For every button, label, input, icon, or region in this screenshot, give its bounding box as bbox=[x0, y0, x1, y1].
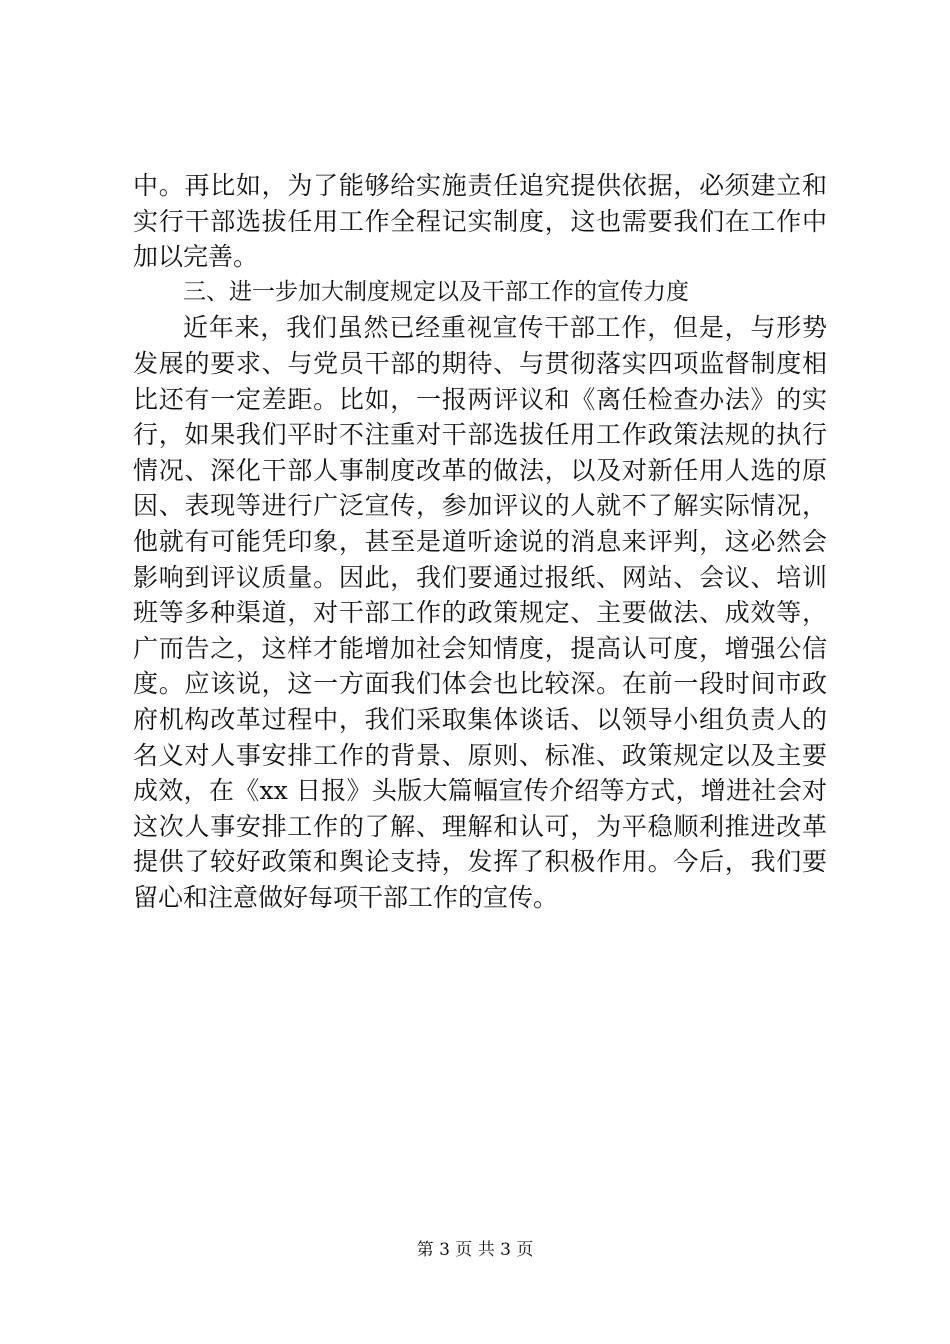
body-line: 发展的要求、与党员干部的期待、与贯彻落实四项监督制度相 bbox=[133, 348, 827, 378]
body-line: 情况、深化干部人事制度改革的做法，以及对新任用人选的原 bbox=[133, 455, 827, 485]
body-line: 班等多种渠道，对干部工作的政策规定、主要做法、成效等， bbox=[133, 598, 827, 628]
page-number-footer: 第 3 页 共 3 页 bbox=[416, 1240, 534, 1260]
body-line: 行，如果我们平时不注重对干部选拔任用工作政策法规的执行 bbox=[133, 420, 827, 450]
body-line: 比还有一定差距。比如，一报两评议和《离任检查办法》的实 bbox=[133, 384, 827, 414]
section-heading: 三、进一步加大制度规定以及干部工作的宣传力度 bbox=[183, 278, 689, 305]
body-line: 实行干部选拔任用工作全程记实制度，这也需要我们在工作中 bbox=[133, 206, 827, 236]
body-line: 提供了较好政策和舆论支持，发挥了积极作用。今后，我们要 bbox=[133, 847, 827, 877]
body-line: 成效，在《xx 日报》头版大篇幅宣传介绍等方式，增进社会对 bbox=[133, 776, 827, 806]
body-line: 他就有可能凭印象，甚至是道听途说的消息来评判，这必然会 bbox=[133, 526, 827, 556]
body-line: 近年来，我们虽然已经重视宣传干部工作，但是，与形势 bbox=[183, 313, 827, 343]
body-line: 因、表现等进行广泛宣传，参加评议的人就不了解实际情况， bbox=[133, 491, 827, 521]
document-body bbox=[133, 168, 827, 915]
body-line: 加以完善。 bbox=[133, 242, 259, 272]
body-line: 名义对人事安排工作的背景、原则、标准、政策规定以及主要 bbox=[133, 740, 827, 770]
body-line: 影响到评议质量。因此，我们要通过报纸、网站、会议、培训 bbox=[133, 562, 827, 592]
body-line: 这次人事安排工作的了解、理解和认可，为平稳顺利推进改革 bbox=[133, 811, 827, 841]
body-line: 中。再比如，为了能够给实施责任追究提供依据，必须建立和 bbox=[133, 171, 827, 200]
body-line: 度。应该说，这一方面我们体会也比较深。在前一段时间市政 bbox=[133, 669, 827, 699]
body-line: 广而告之，这样才能增加社会知情度，提高认可度，增强公信 bbox=[133, 633, 827, 663]
body-line: 留心和注意做好每项干部工作的宣传。 bbox=[133, 882, 559, 912]
body-line: 府机构改革过程中，我们采取集体谈话、以领导小组负责人的 bbox=[133, 704, 827, 734]
